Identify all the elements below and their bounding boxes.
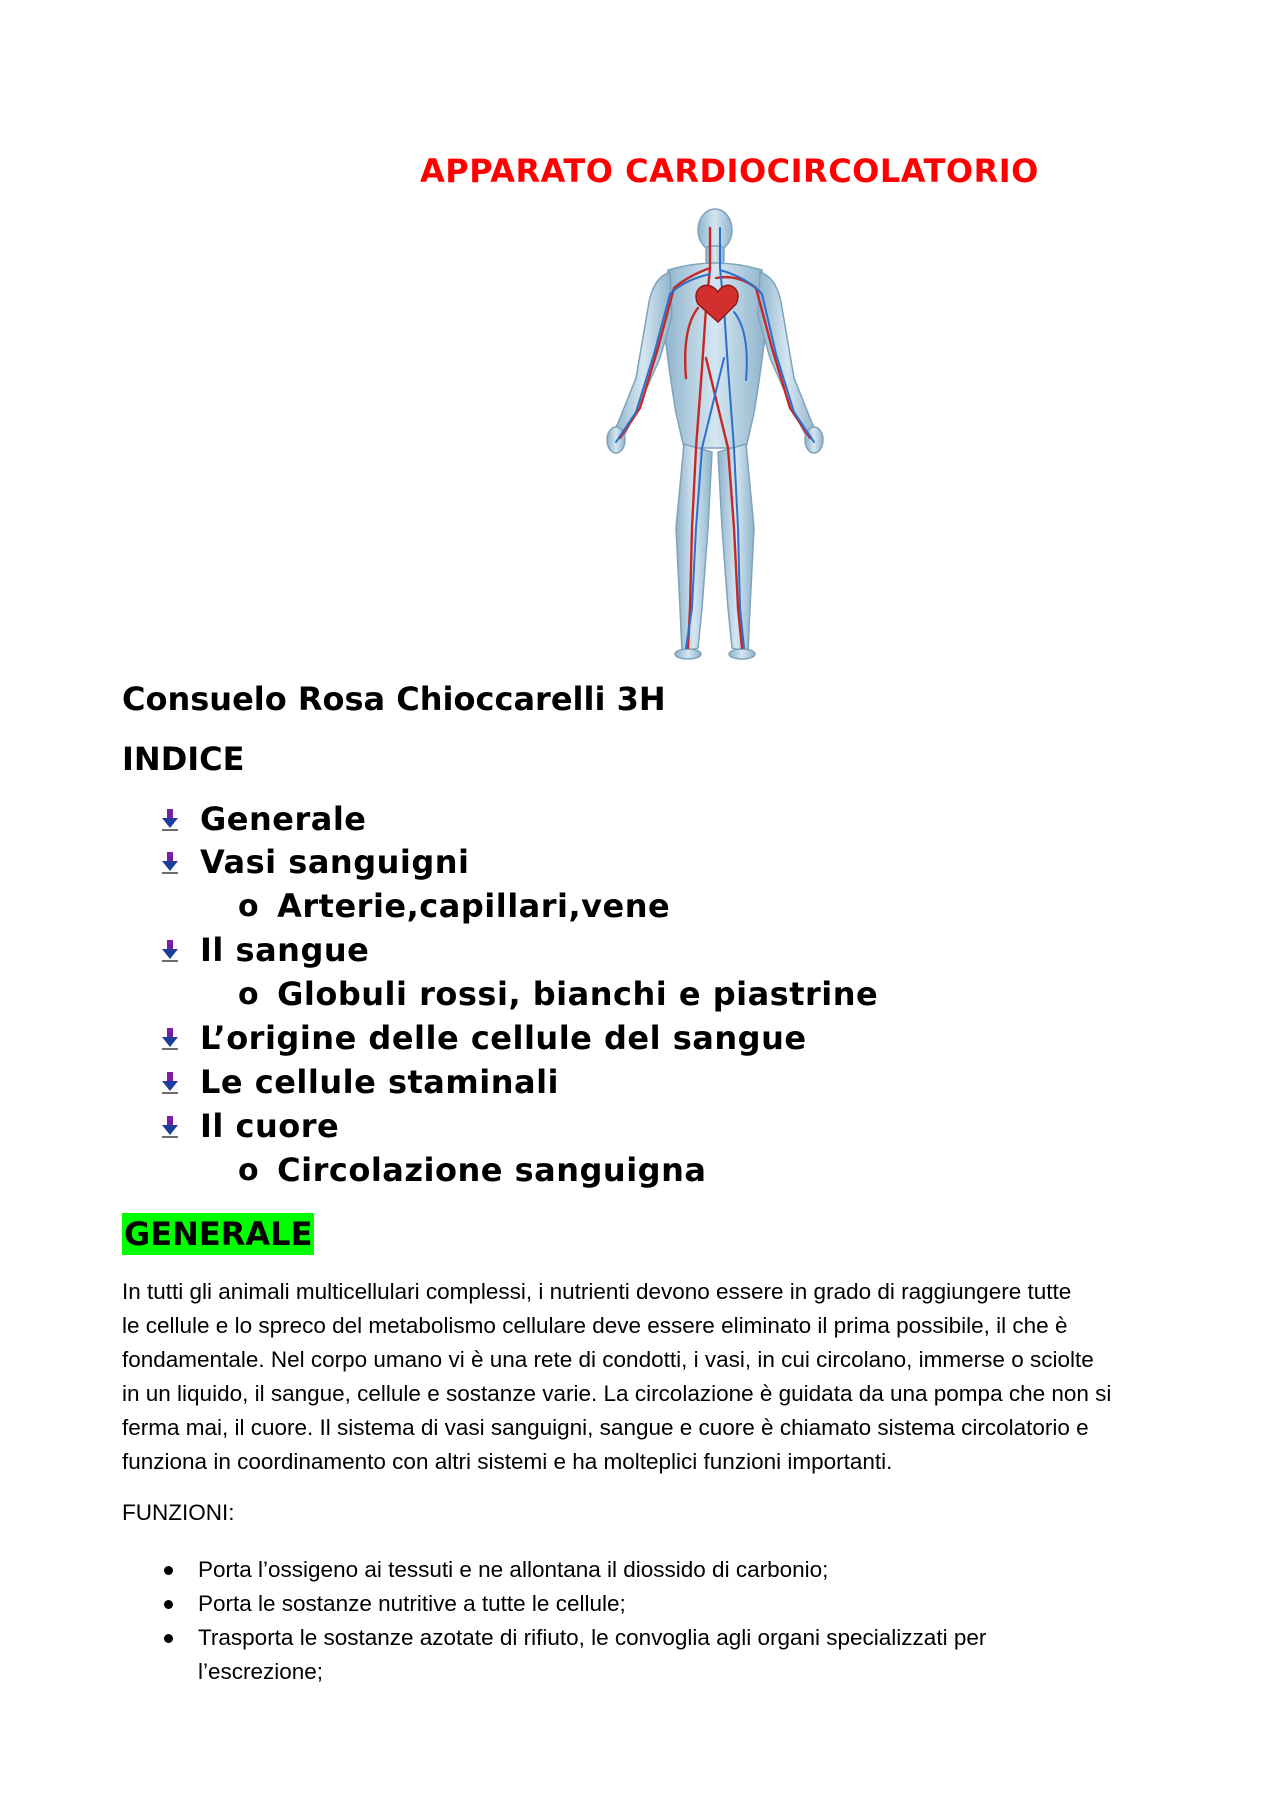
toc-item <box>160 1063 559 1101</box>
paragraph-line: In tutti gli animali multicellulari complessi, i nutrienti devono essere in grado di raggiungere tutte <box>122 1279 1072 1304</box>
arrow-down-icon <box>160 1114 180 1138</box>
sub-bullet: o <box>238 888 260 924</box>
list-item-line: Porta le sostanze nutritive a tutte le cellule; <box>198 1591 626 1616</box>
bullet-dot-icon <box>164 1634 173 1643</box>
toc-subitem <box>238 887 670 925</box>
section-heading-generale: GENERALE <box>124 1215 313 1253</box>
toc-item <box>160 843 470 881</box>
bullet-dot-icon <box>164 1600 173 1609</box>
toc-subitem-label: Circolazione sanguigna <box>277 1151 707 1189</box>
intro-paragraph <box>122 1275 1172 1479</box>
toc-item-label: Vasi sanguigni <box>200 843 470 881</box>
list-item <box>160 1587 1170 1621</box>
circulatory-system-figure <box>578 208 852 660</box>
paragraph-line: funziona in coordinamento con altri sistemi e ha molteplici funzioni importanti. <box>122 1449 893 1474</box>
arrow-down-icon <box>160 850 180 874</box>
arrow-down-icon <box>160 1070 180 1094</box>
paragraph-line: in un liquido, il sangue, cellule e sostanze varie. La circolazione è guidata da una pompa che non si <box>122 1381 1112 1406</box>
paragraph-line: ferma mai, il cuore. Il sistema di vasi sanguigni, sangue e cuore è chiamato sistema circolatorio e <box>122 1415 1089 1440</box>
toc-item <box>160 800 367 838</box>
sub-bullet: o <box>238 976 260 1012</box>
index-heading: INDICE <box>122 740 245 778</box>
toc-subitem <box>238 975 878 1013</box>
toc-item-label: L’origine delle cellule del sangue <box>200 1019 807 1057</box>
toc-item <box>160 1107 339 1145</box>
author-line: Consuelo Rosa Chioccarelli 3H <box>122 680 666 718</box>
arrow-down-icon <box>160 1026 180 1050</box>
toc-item-label: Il sangue <box>200 931 370 969</box>
toc-item-label: Generale <box>200 800 367 838</box>
document-title: APPARATO CARDIOCIRCOLATORIO <box>420 152 1039 190</box>
funzioni-label: FUNZIONI: <box>122 1500 235 1525</box>
toc-item-label: Il cuore <box>200 1107 340 1145</box>
sub-bullet: o <box>238 1152 260 1188</box>
toc-item <box>160 1019 807 1057</box>
list-item-line: Trasporta le sostanze azotate di rifiuto, le convoglia agli organi specializzati per <box>198 1625 987 1650</box>
toc-item-label: Le cellule staminali <box>200 1063 559 1101</box>
toc-subitem-label: Globuli rossi, bianchi e piastrine <box>277 975 879 1013</box>
list-item-line: l’escrezione; <box>198 1659 324 1684</box>
arrow-down-icon <box>160 938 180 962</box>
toc-item <box>160 931 369 969</box>
list-item <box>160 1553 1170 1587</box>
paragraph-line: le cellule e lo spreco del metabolismo cellulare deve essere eliminato il prima possibile, il che è <box>122 1313 1068 1338</box>
arrow-down-icon <box>160 807 180 831</box>
toc-subitem <box>238 1151 706 1189</box>
list-item <box>160 1621 1170 1689</box>
funzioni-list <box>160 1553 1170 1689</box>
toc-subitem-label: Arterie,capillari,vene <box>277 887 671 925</box>
bullet-dot-icon <box>164 1566 173 1575</box>
paragraph-line: fondamentale. Nel corpo umano vi è una rete di condotti, i vasi, in cui circolano, immerse o sciolte <box>122 1347 1094 1372</box>
list-item-line: Porta l’ossigeno ai tessuti e ne allontana il diossido di carbonio; <box>198 1557 829 1582</box>
